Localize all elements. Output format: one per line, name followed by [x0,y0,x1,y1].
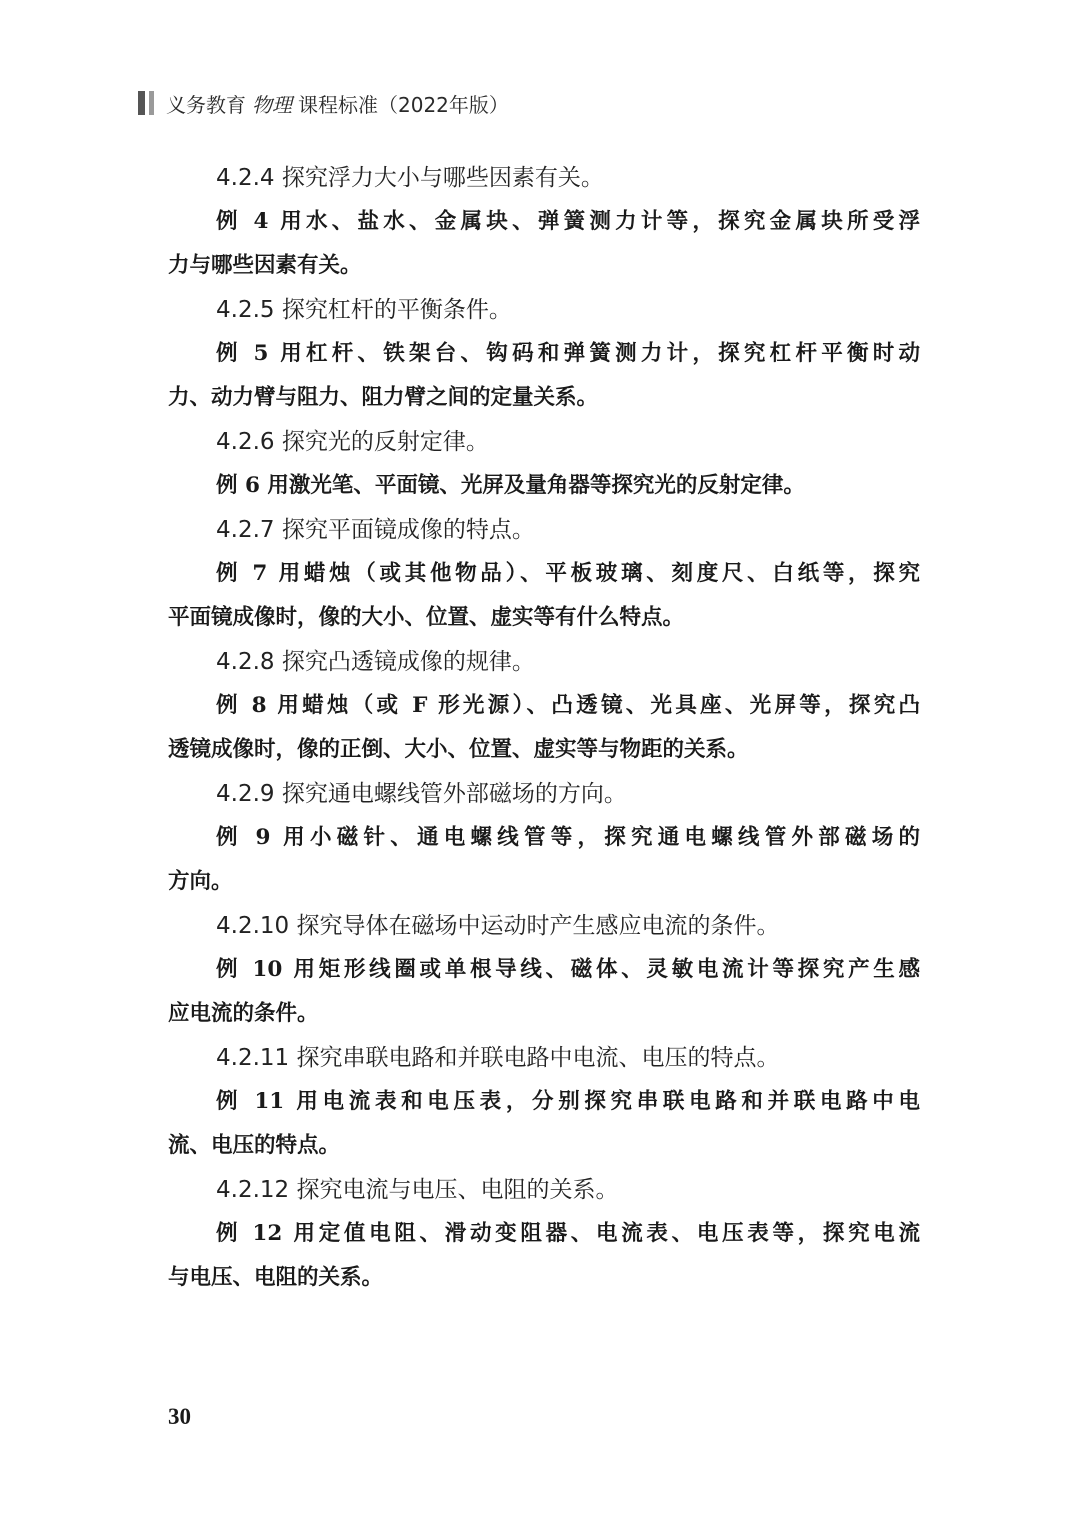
example-11-line-1: 例 11 用电流表和电压表，分别探究串联电路和并联电路中电 [216,1089,920,1114]
section-heading-4-2-8: 4.2.8 探究凸透镜成像的规律。 [216,649,535,675]
example-12-line-1: 例 12 用定值电阻、滑动变阻器、电流表、电压表等，探究电流 [216,1221,920,1246]
header-bar-marks [138,91,154,115]
example-8-line-2: 透镜成像时，像的正倒、大小、位置、虚实等与物距的关系。 [168,737,749,762]
example-7-line-1: 例 7 用蜡烛（或其他物品）、平板玻璃、刻度尺、白纸等，探究 [216,561,920,586]
section-heading-4-2-5: 4.2.5 探究杠杆的平衡条件。 [216,297,512,323]
section-heading-4-2-7: 4.2.7 探究平面镜成像的特点。 [216,517,535,543]
header-title [166,89,509,118]
example-11-line-2: 流、电压的特点。 [168,1133,341,1158]
example-4-line-1: 例 4 用水、盐水、金属块、弹簧测力计等，探究金属块所受浮 [216,209,920,234]
example-9-line-1: 例 9 用小磁针、通电螺线管等，探究通电螺线管外部磁场的 [216,825,920,850]
header-bar-dark [138,91,145,115]
example-10-line-2: 应电流的条件。 [168,1001,319,1026]
page-number: 30 [168,1404,191,1429]
section-heading-4-2-10: 4.2.10 探究导体在磁场中运动时产生感应电流的条件。 [216,913,780,939]
section-heading-4-2-11: 4.2.11 探究串联电路和并联电路中电流、电压的特点。 [216,1045,780,1071]
running-header [138,88,509,118]
example-8-line-1: 例 8 用蜡烛（或 F 形光源）、凸透镜、光具座、光屏等，探究凸 [216,693,920,718]
example-5-line-2: 力、动力臂与阻力、阻力臂之间的定量关系。 [168,385,599,410]
example-10-line-1: 例 10 用矩形线圈或单根导线、磁体、灵敏电流计等探究产生感 [216,957,920,982]
example-9-line-2: 方向。 [168,869,233,894]
header-bar-light [149,91,154,115]
section-heading-4-2-6: 4.2.6 探究光的反射定律。 [216,429,489,455]
example-6-line-1: 例 6 用激光笔、平面镜、光屏及量角器等探究光的反射定律。 [216,473,805,498]
page-body [168,156,920,1300]
section-heading-4-2-9: 4.2.9 探究通电螺线管外部磁场的方向。 [216,781,627,807]
header-subject: 物理 [252,92,292,117]
example-12-line-2: 与电压、电阻的关系。 [168,1265,384,1290]
example-7-line-2: 平面镜成像时，像的大小、位置、虚实等有什么特点。 [168,605,685,630]
section-heading-4-2-4: 4.2.4 探究浮力大小与哪些因素有关。 [216,165,604,191]
header-title-prefix: 义务教育 [166,92,246,117]
header-title-suffix: 课程标准（2022年版） [298,92,509,117]
example-5-line-1: 例 5 用杠杆、铁架台、钩码和弹簧测力计，探究杠杆平衡时动 [216,341,920,366]
section-heading-4-2-12: 4.2.12 探究电流与电压、电阻的关系。 [216,1177,619,1203]
example-4-line-2: 力与哪些因素有关。 [168,253,362,278]
